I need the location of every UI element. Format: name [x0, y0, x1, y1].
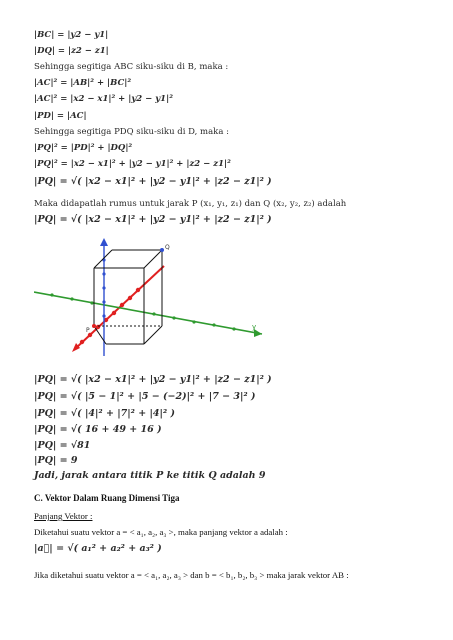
eq-ac-squared: |AC|² = |AB|² + |BC|² [34, 78, 132, 88]
point-p [92, 324, 96, 328]
eq-pd: |PD| = |AC| [34, 111, 87, 121]
point-p-label: P [86, 327, 90, 334]
point-q [160, 248, 164, 252]
section-heading: C. Vektor Dalam Ruang Dimensi Tiga [34, 493, 180, 503]
conclusion: Jadi, jarak antara titik P ke titik Q adalah 9 [34, 470, 266, 481]
calc-step-3: |PQ| = √( |4|² + |7|² + |4|² ) [34, 408, 175, 419]
calc-step-6: |PQ| = 9 [34, 455, 78, 466]
eq-pq-expanded: |PQ|² = |x2 − x1|² + |y2 − y1|² + |z2 − z1|² [34, 159, 231, 169]
point-q-label: Q [165, 244, 170, 251]
subheading-panjang-vektor: Panjang Vektor : [34, 511, 93, 521]
calc-step-1: |PQ| = √( |x2 − x1|² + |y2 − y1|² + |z2 − z1|² ) [34, 374, 272, 385]
text-pdq-right-angle: Sehingga segitiga PDQ siku-siku di D, maka : [34, 127, 229, 137]
para-vector-distance: Jika diketahui suatu vektor a = < a₁, a₂, a₃ > dan b = < b₁, b₂, b₃ > maka jarak vektor AB : [34, 570, 349, 580]
y-axis-label: y [252, 323, 257, 331]
formula-distance: |PQ| = √( |x2 − x1|² + |y2 − y1|² + |z2 − z1|² ) [34, 214, 272, 225]
formula-vector-magnitude: |a⃗| = √( a₁² + a₂² + a₃² ) [34, 543, 162, 554]
calc-step-5: |PQ| = √81 [34, 440, 91, 451]
y-axis [34, 292, 262, 334]
eq-ac-expanded: |AC|² = |x2 − x1|² + |y2 − y1|² [34, 94, 173, 104]
para-vector-length: Diketahui suatu vektor a = < a₁, a₂, a₃ >, maka panjang vektor a adalah : [34, 527, 288, 537]
calc-step-2: |PQ| = √( |5 − 1|² + |5 − (−2)|² + |7 − 3|² ) [34, 391, 256, 402]
calc-step-4: |PQ| = √( 16 + 49 + 16 ) [34, 424, 162, 435]
eq-pq-sqrt: |PQ| = √( |x2 − x1|² + |y2 − y1|² + |z2 − z1|² ) [34, 176, 272, 187]
3d-cuboid-figure [34, 236, 264, 366]
eq-pq-squared: |PQ|² = |PD|² + |DQ|² [34, 143, 133, 153]
eq-bc: |BC| = |y2 − y1| [34, 30, 109, 40]
text-abc-right-angle: Sehingga segitiga ABC siku-siku di B, maka : [34, 62, 229, 72]
formula-intro: Maka didapatlah rumus untuk jarak P (x₁, y₁, z₁) dan Q (x₂, y₂, z₂) adalah [34, 199, 347, 209]
z-axis-arrow-icon [100, 238, 108, 246]
eq-dq: |DQ| = |z2 − z1| [34, 46, 109, 56]
